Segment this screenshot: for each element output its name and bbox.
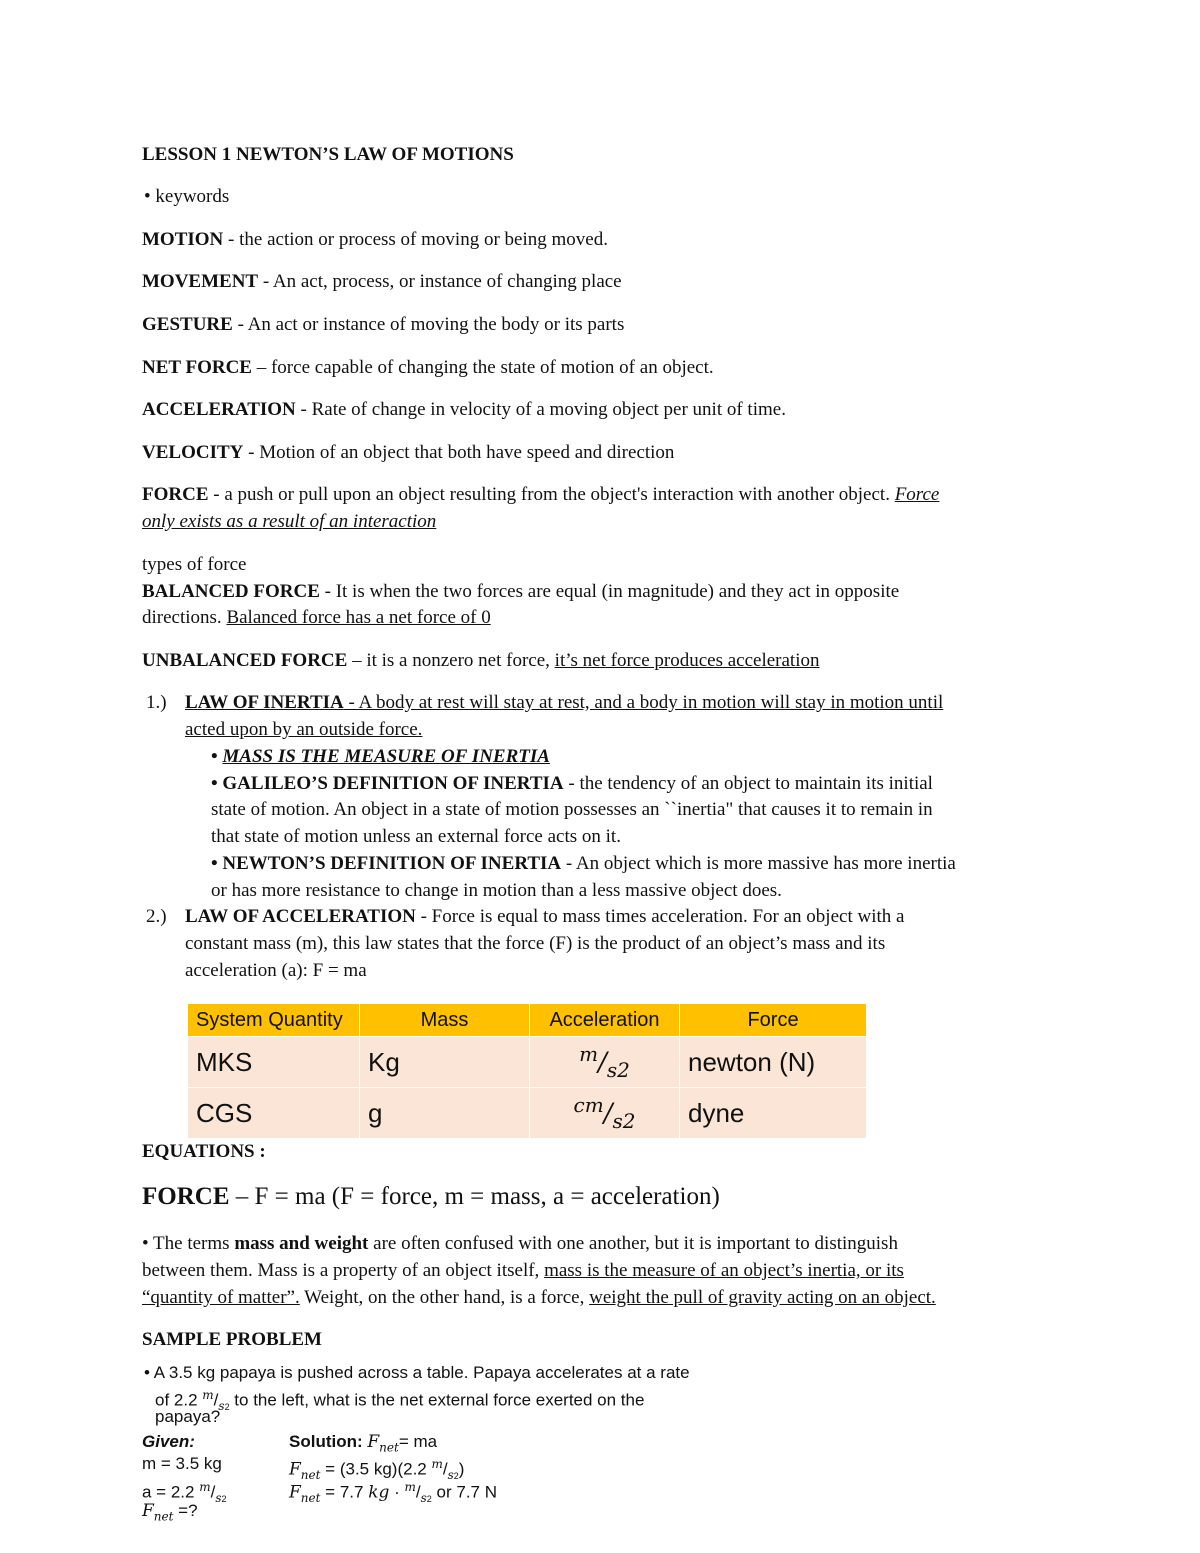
table-header-row: [188, 1004, 867, 1037]
newton-definition: • NEWTON’S DEFINITION OF INERTIA - An object which is more massive has more inertia: [211, 853, 956, 874]
definition-force-cont: only exists as a result of an interaction: [142, 511, 437, 532]
law-of-inertia-cont: acted upon by an outside force.: [185, 719, 423, 740]
table-row: [188, 1037, 867, 1088]
sample-problem-heading: SAMPLE PROBLEM: [142, 1329, 322, 1350]
given-acceleration: a = 2.2 $^m/_{s2}$: [142, 1480, 227, 1506]
lesson-title: LESSON 1 NEWTON’S LAW OF MOTIONS: [142, 144, 514, 165]
galileo-definition-line2: state of motion. An object in a state of motion possesses an ``inertia" that causes it to remain in: [211, 799, 933, 820]
table-row: [188, 1088, 867, 1139]
definition-gesture: GESTURE - An act or instance of moving the body or its parts: [142, 314, 625, 335]
definition-velocity: VELOCITY - Motion of an object that both have speed and direction: [142, 442, 675, 463]
list-number-1: 1.): [146, 692, 167, 713]
cell-acceleration: $^{cm}/_{s2}$: [530, 1088, 680, 1139]
header-mass: Mass: [360, 1004, 530, 1037]
law-of-acceleration-line2: constant mass (m), this law states that the force (F) is the product of an object’s mass and its: [185, 933, 886, 954]
list-number-2: 2.): [146, 906, 167, 927]
definition-net-force: NET FORCE – force capable of changing the state of motion of an object.: [142, 357, 714, 378]
solution-line1: Solution: $F_{net}=$ ma: [289, 1432, 438, 1455]
cell-system: CGS: [188, 1088, 360, 1139]
mass-weight-line2: between them. Mass is a property of an object itself, mass is the measure of an object’s inertia, or its: [142, 1260, 904, 1281]
galileo-definition-line3: that state of motion unless an external force acts on it.: [211, 826, 621, 847]
force-equation: FORCE – F = ma (F = force, m = mass, a = acceleration): [142, 1183, 720, 1210]
balanced-force-line1: BALANCED FORCE - It is when the two forces are equal (in magnitude) and they act in opposite: [142, 581, 900, 602]
mass-weight-line1: • The terms mass and weight are often confused with one another, but it is important to distinguish: [142, 1233, 898, 1254]
cell-mass: Kg: [360, 1037, 530, 1088]
given-mass: m = 3.5 kg: [142, 1454, 222, 1473]
given-net-force: $F_{net}$ =?: [142, 1501, 198, 1524]
units-table: [187, 1003, 867, 1139]
newton-definition-line2: or has more resistance to change in motion than a less massive object does.: [211, 880, 782, 901]
cell-force: dyne: [680, 1088, 867, 1139]
galileo-definition: • GALILEO’S DEFINITION OF INERTIA - the tendency of an object to maintain its initial: [211, 773, 933, 794]
unbalanced-force: UNBALANCED FORCE – it is a nonzero net force, it’s net force produces acceleration: [142, 650, 820, 671]
header-acceleration: Acceleration: [530, 1004, 680, 1037]
types-of-force-label: types of force: [142, 554, 247, 575]
solution-line3: $F_{net} = 7.7$ kg · $^m/_{s2}$ or 7.7 N: [289, 1480, 497, 1506]
header-system-quantity: System Quantity: [188, 1004, 360, 1037]
definition-force: FORCE - a push or pull upon an object resulting from the object's interaction with another object. Force: [142, 484, 940, 505]
cell-mass: g: [360, 1088, 530, 1139]
sample-question-line3: papaya?: [155, 1407, 221, 1426]
cell-force: newton (N): [680, 1037, 867, 1088]
law-of-acceleration: LAW OF ACCELERATION - Force is equal to mass times acceleration. For an object with a: [185, 906, 905, 927]
given-label: Given:: [142, 1432, 195, 1451]
cell-acceleration: $^m/_{s2}$: [530, 1037, 680, 1088]
header-force: Force: [680, 1004, 867, 1037]
keywords-label: • keywords: [144, 186, 230, 207]
sample-question-line1: • A 3.5 kg papaya is pushed across a table. Papaya accelerates at a rate: [144, 1363, 690, 1382]
definition-acceleration: ACCELERATION - Rate of change in velocity of a moving object per unit of time.: [142, 399, 786, 420]
cell-system: MKS: [188, 1037, 360, 1088]
definition-movement: MOVEMENT - An act, process, or instance of changing place: [142, 271, 622, 292]
mass-weight-line3: “quantity of matter”. Weight, on the other hand, is a force, weight the pull of gravity acting on an object.: [142, 1287, 936, 1308]
law-of-acceleration-line3: acceleration (a): F = ma: [185, 960, 367, 981]
equations-label: EQUATIONS :: [142, 1141, 266, 1162]
definition-motion: MOTION - the action or process of moving or being moved.: [142, 229, 608, 250]
balanced-force-line2: directions. Balanced force has a net force of 0: [142, 607, 491, 628]
sample-question-line2: of 2.2 $^m/_{s2}$ to the left, what is the net external force exerted on the: [155, 1388, 645, 1414]
law-of-inertia: LAW OF INERTIA - A body at rest will stay at rest, and a body in motion will stay in motion until: [185, 692, 944, 713]
mass-measure-bullet: • MASS IS THE MEASURE OF INERTIA: [211, 746, 550, 767]
solution-line2: $F_{net} = (3.5$ kg)(2.2 $^m/_{s2}$): [289, 1457, 465, 1483]
